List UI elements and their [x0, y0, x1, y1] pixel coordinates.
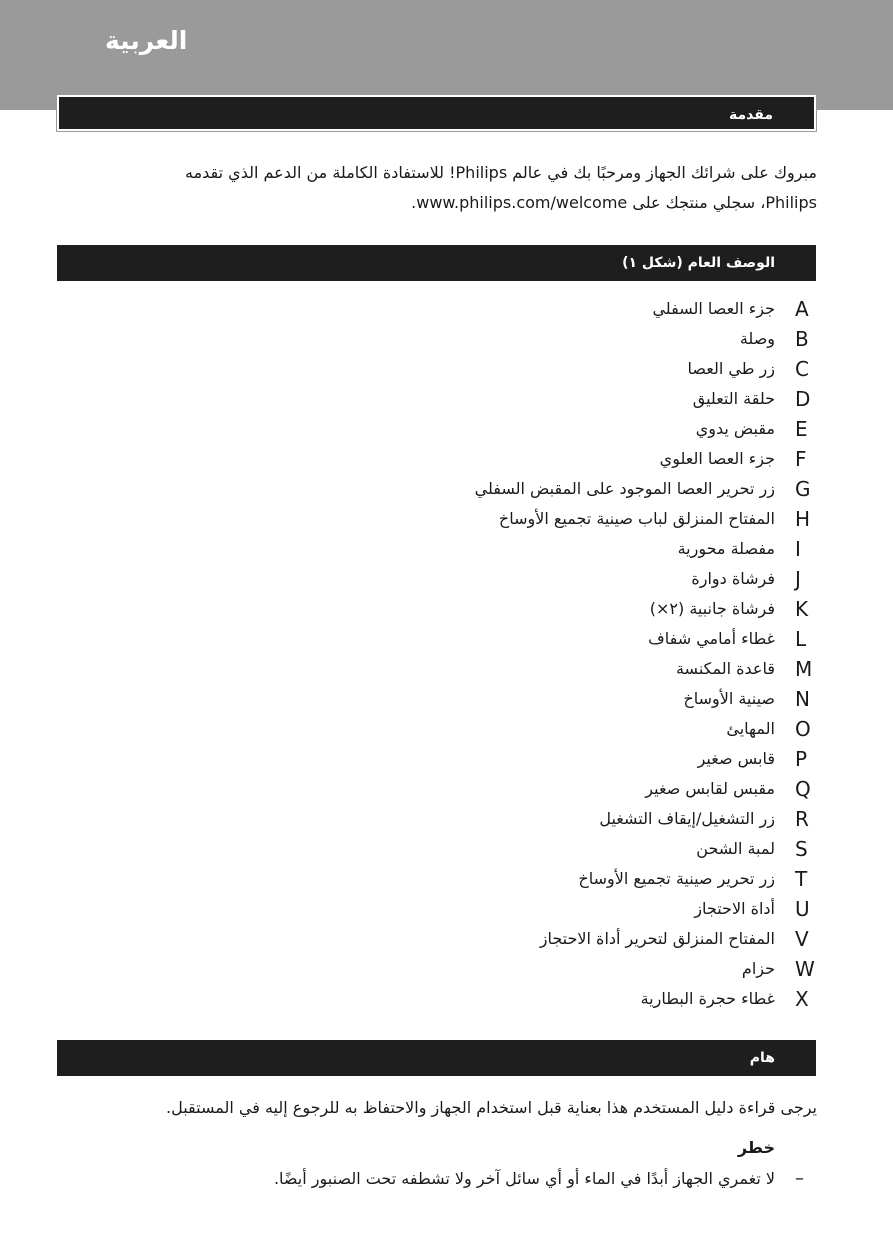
part-letter: V: [795, 927, 809, 951]
part-label: مفصلة محورية: [677, 539, 775, 558]
list-dash: –: [795, 1168, 804, 1189]
part-letter: A: [795, 297, 809, 321]
part-item: [59, 744, 819, 774]
part-letter: Q: [795, 777, 811, 801]
danger-list-item: [59, 1164, 819, 1194]
part-item: [59, 684, 819, 714]
part-item: [59, 924, 819, 954]
part-label: زر تحرير صينية تجميع الأوساخ: [578, 869, 775, 888]
part-item: [59, 984, 819, 1014]
part-label: غطاء أمامي شفاف: [648, 629, 775, 648]
part-label: لمبة الشحن: [696, 839, 775, 858]
section-heading-general-description: الوصف العام (شكل ١): [57, 245, 816, 281]
part-item: [59, 294, 819, 324]
part-label: جزء العصا السفلي: [652, 299, 775, 318]
part-item: [59, 384, 819, 414]
part-label: المهايئ: [726, 719, 775, 738]
part-label: وصلة: [739, 329, 775, 348]
part-item: [59, 864, 819, 894]
part-letter: W: [795, 957, 815, 981]
part-label: جزء العصا العلوي: [659, 449, 775, 468]
part-letter: E: [795, 417, 808, 441]
parts-list: [59, 294, 819, 1014]
part-label: أداة الاحتجاز: [694, 899, 775, 918]
introduction-paragraph: [97, 158, 817, 218]
part-item: [59, 414, 819, 444]
part-item: [59, 624, 819, 654]
part-label: المفتاح المنزلق لباب صينية تجميع الأوساخ: [498, 509, 775, 528]
part-letter: D: [795, 387, 811, 411]
part-item: [59, 954, 819, 984]
part-label: فرشاة جانبية (٢×): [649, 599, 775, 618]
part-label: قاعدة المكنسة: [675, 659, 775, 678]
part-label: زر تحرير العصا الموجود على المقبض السفلي: [474, 479, 775, 498]
part-item: [59, 714, 819, 744]
part-label: زر طي العصا: [687, 359, 775, 378]
section-heading-introduction: مقدمة: [57, 95, 816, 131]
part-item: [59, 324, 819, 354]
part-letter: U: [795, 897, 810, 921]
part-letter: X: [795, 987, 809, 1011]
language-title: العربية: [105, 26, 188, 55]
part-letter: C: [795, 357, 809, 381]
part-letter: R: [795, 807, 809, 831]
part-letter: P: [795, 747, 808, 771]
part-label: المفتاح المنزلق لتحرير أداة الاحتجاز: [539, 929, 775, 948]
part-item: [59, 354, 819, 384]
part-label: صينية الأوساخ: [683, 689, 775, 708]
introduction-line-2: Philips، سجلي منتجك على www.philips.com/welcome.: [411, 193, 817, 212]
part-label: قابس صغير: [697, 749, 775, 768]
part-letter: T: [795, 867, 808, 891]
part-item: [59, 834, 819, 864]
part-letter: F: [795, 447, 807, 471]
top-gray-band: [0, 0, 893, 110]
part-item: [59, 474, 819, 504]
part-letter: S: [795, 837, 808, 861]
important-paragraph: يرجى قراءة دليل المستخدم هذا بعناية قبل استخدام الجهاز والاحتفاظ به للرجوع إليه في المستقبل.: [166, 1098, 817, 1117]
part-label: حزام: [741, 959, 775, 978]
part-letter: B: [795, 327, 809, 351]
section-heading-important: هام: [57, 1040, 816, 1076]
part-label: فرشاة دوارة: [691, 569, 775, 588]
part-item: [59, 894, 819, 924]
part-label: مقبس لقابس صغير: [645, 779, 775, 798]
part-letter: M: [795, 657, 813, 681]
part-item: [59, 594, 819, 624]
part-item: [59, 504, 819, 534]
part-item: [59, 654, 819, 684]
introduction-line-1: مبروك على شرائك الجهاز ومرحبًا بك في عالم Philips! للاستفادة الكاملة من الدعم الذي تقدمه: [184, 163, 817, 182]
part-letter: I: [795, 537, 801, 561]
part-letter: O: [795, 717, 811, 741]
danger-text: لا تغمري الجهاز أبدًا في الماء أو أي سائل آخر ولا تشطفه تحت الصنبور أيضًا.: [273, 1169, 775, 1188]
part-item: [59, 774, 819, 804]
part-item: [59, 534, 819, 564]
part-item: [59, 444, 819, 474]
part-label: حلقة التعليق: [692, 389, 775, 408]
part-letter: G: [795, 477, 811, 501]
part-item: [59, 804, 819, 834]
part-label: زر التشغيل/إيقاف التشغيل: [599, 809, 775, 828]
part-label: غطاء حجرة البطارية: [640, 989, 775, 1008]
part-item: [59, 564, 819, 594]
part-letter: N: [795, 687, 810, 711]
danger-title: خطر: [737, 1138, 775, 1157]
part-letter: L: [795, 627, 807, 651]
part-label: مقبض يدوي: [695, 419, 775, 438]
part-letter: H: [795, 507, 811, 531]
part-letter: J: [795, 567, 801, 591]
part-letter: K: [795, 597, 809, 621]
